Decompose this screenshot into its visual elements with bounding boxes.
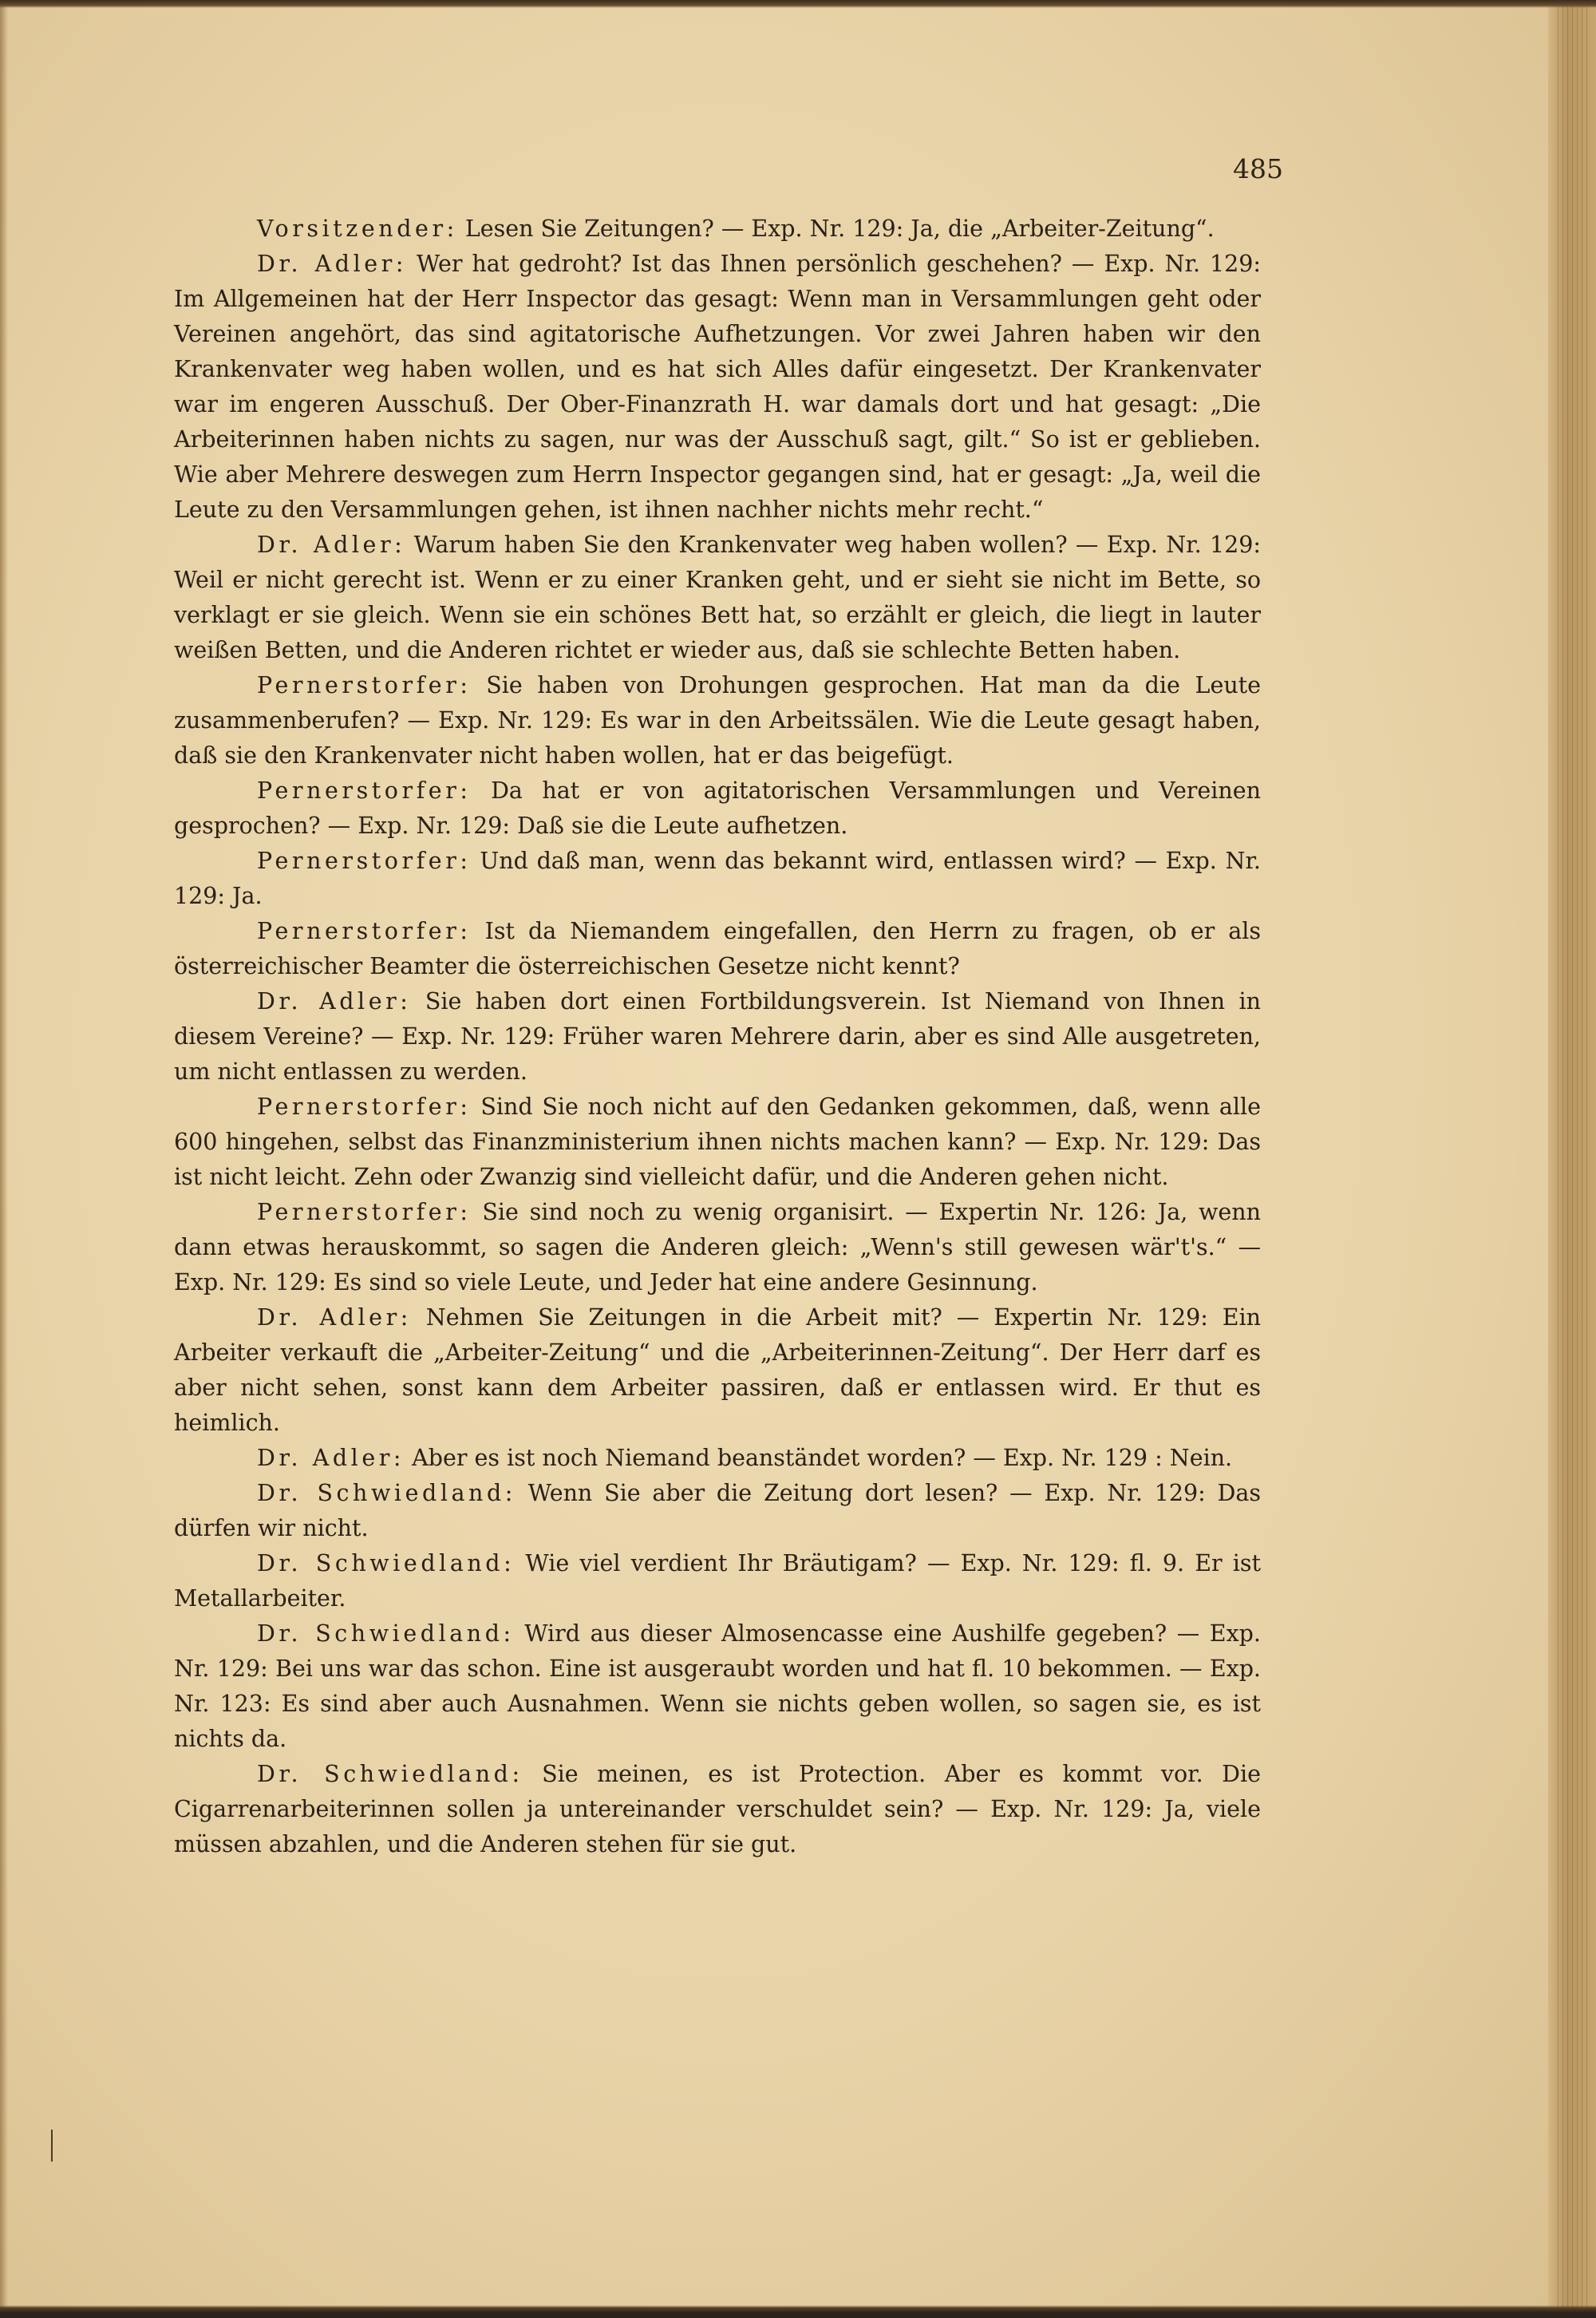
speaker: Pernerstorfer: — [257, 918, 472, 944]
paragraph-text: Lesen Sie Zeitungen? — Exp. Nr. 129: Ja, die „Arbeiter-Zeitung“. — [457, 216, 1215, 242]
paragraph-text: Sie haben von Drohungen gesprochen. Hat man da die Leute zusammenberufen? — Exp. Nr. 129: Es war in den Arbeitssälen. Wie die Leute gesagt haben, daß sie den Krankenvater nicht haben wollen, hat er das beigefügt. — [174, 672, 1261, 769]
paragraph-text: Sie haben dort einen Fortbildungsverein. Ist Niemand von Ihnen in diesem Vereine? — Exp. Nr. 129: Früher waren Mehrere darin, aber es sind Alle ausgetreten, um nicht entlassen zu werden. — [174, 988, 1261, 1085]
speaker: Pernerstorfer: — [257, 1094, 472, 1120]
paragraph — [174, 844, 1261, 914]
paragraph-text: Da hat er von agitatorischen Versammlungen und Vereinen gesprochen? — Exp. Nr. 129: Daß sie die Leute aufhetzen. — [174, 777, 1261, 839]
speaker: Pernerstorfer: — [257, 848, 472, 874]
paragraph-text: Aber es ist noch Niemand beanständet worden? — Exp. Nr. 129 : Nein. — [405, 1445, 1233, 1471]
speaker: Dr. Adler: — [257, 532, 406, 558]
paragraph-text: Sie meinen, es ist Protection. Aber es kommt vor. Die Cigarrenarbeiterinnen sollen ja untereinander verschuldet sein? — Exp. Nr. 129: Ja, viele müssen abzahlen, und die Anderen stehen für sie gut. — [174, 1761, 1261, 1857]
paragraph — [174, 1195, 1261, 1300]
speaker: Pernerstorfer: — [257, 672, 472, 698]
paragraph-text: Wie viel verdient Ihr Bräutigam? — Exp. Nr. 129: fl. 9. Er ist Metallarbeiter. — [174, 1550, 1261, 1612]
speaker: Dr. Adler: — [257, 251, 408, 277]
page-stack-lines — [1558, 0, 1590, 2318]
speaker: Dr. Adler: — [257, 988, 412, 1015]
speaker: Dr. Schwiedland: — [257, 1761, 523, 1787]
page-number: 485 — [1233, 153, 1283, 184]
paragraph — [174, 212, 1261, 247]
paragraph — [174, 668, 1261, 773]
paragraph-text: Wer hat gedroht? Ist das Ihnen persönlich geschehen? — Exp. Nr. 129: Im Allgemeinen hat der Herr Inspector das gesagt: Wenn man in Versammlungen geht oder Vereinen angehört, das sind agitatorische Aufhetzungen. Vor zwei Jahren haben wir den Krankenvater weg haben wollen, und es hat sich Alles dafür eingesetzt. Der Krankenvater war im engeren Ausschuß. Der Ober-Finanzrath H. war damals dort und hat gesagt: „Die Arbeiterinnen haben nichts zu sagen, nur was der Ausschuß sagt, gilt.“ So ist er geblieben. Wie aber Mehrere deswegen zum Herrn Inspector gegangen sind, hat er gesagt: „Ja, weil die Leute zu den Versammlungen gehen, ist ihnen nachher nichts mehr recht.“ — [174, 251, 1261, 523]
paragraph-text: Sie sind noch zu wenig organisirt. — Expertin Nr. 126: Ja, wenn dann etwas herauskommt, so sagen die Anderen gleich: „Wenn's still gewesen wär't's.“ — Exp. Nr. 129: Es sind so viele Leute, und Jeder hat eine andere Gesinnung. — [174, 1199, 1261, 1295]
paragraph — [174, 1090, 1261, 1195]
page-left-edge — [0, 0, 8, 2318]
paragraph — [174, 1546, 1261, 1616]
speaker: Pernerstorfer: — [257, 1199, 472, 1225]
paragraph-text: Wenn Sie aber die Zeitung dort lesen? — Exp. Nr. 129: Das dürfen wir nicht. — [174, 1480, 1261, 1541]
paragraph — [174, 1476, 1261, 1546]
body-text — [174, 212, 1261, 1862]
paragraph — [174, 247, 1261, 528]
speaker: Dr. Schwiedland: — [257, 1550, 516, 1576]
paragraph — [174, 528, 1261, 668]
paragraph — [174, 1616, 1261, 1757]
page-top-edge — [0, 0, 1596, 8]
paragraph — [174, 984, 1261, 1090]
margin-mark — [51, 2130, 53, 2162]
paragraph — [174, 1441, 1261, 1476]
speaker: Pernerstorfer: — [257, 777, 472, 804]
paragraph-text: Ist da Niemandem eingefallen, den Herrn zu fragen, ob er als österreichischer Beamter die österreichischen Gesetze nicht kennt? — [174, 918, 1261, 979]
paragraph — [174, 1300, 1261, 1441]
paragraph — [174, 773, 1261, 844]
paragraph — [174, 914, 1261, 984]
page-bottom-edge — [0, 2305, 1596, 2318]
speaker: Dr. Adler: — [257, 1445, 405, 1471]
paragraph-text: Warum haben Sie den Krankenvater weg haben wollen? — Exp. Nr. 129: Weil er nicht gerecht ist. Wenn er zu einer Kranken geht, und er sieht sie nicht im Bette, so verklagt er sie gleich. Wenn sie ein schönes Bett hat, so erzählt er gleich, die liegt in lauter weißen Betten, und die Anderen richtet er wieder aus, daß sie schlechte Betten haben. — [174, 532, 1261, 663]
paragraph-text: Nehmen Sie Zeitungen in die Arbeit mit? — Expertin Nr. 129: Ein Arbeiter verkauft die „Arbeiter-Zeitung“ und die „Arbeiterinnen-Zeitung“. Der Herr darf es aber nicht sehen, sonst kann dem Arbeiter passiren, daß er entlassen wird. Er thut es heimlich. — [174, 1304, 1261, 1436]
speaker: Dr. Adler: — [257, 1304, 412, 1331]
speaker: Vorsitzender: — [257, 216, 458, 242]
paragraph-text: Sind Sie noch nicht auf den Gedanken gekommen, daß, wenn alle 600 hingehen, selbst das Finanzministerium ihnen nichts machen kann? — Exp. Nr. 129: Das ist nicht leicht. Zehn oder Zwanzig sind vielleicht dafür, und die Anderen gehen nicht. — [174, 1094, 1261, 1190]
speaker: Dr. Schwiedland: — [257, 1480, 516, 1506]
paragraph-text: Und daß man, wenn das bekannt wird, entlassen wird? — Exp. Nr. 129: Ja. — [174, 848, 1261, 909]
paragraph-text: Wird aus dieser Almosencasse eine Aushilfe gegeben? — Exp. Nr. 129: Bei uns war das schon. Eine ist ausgeraubt worden und hat fl. 10 bekommen. — Exp. Nr. 123: Es sind aber auch Ausnahmen. Wenn sie nichts geben wollen, so sagen sie, es ist nichts da. — [174, 1620, 1261, 1752]
speaker: Dr. Schwiedland: — [257, 1620, 515, 1647]
paragraph — [174, 1757, 1261, 1862]
